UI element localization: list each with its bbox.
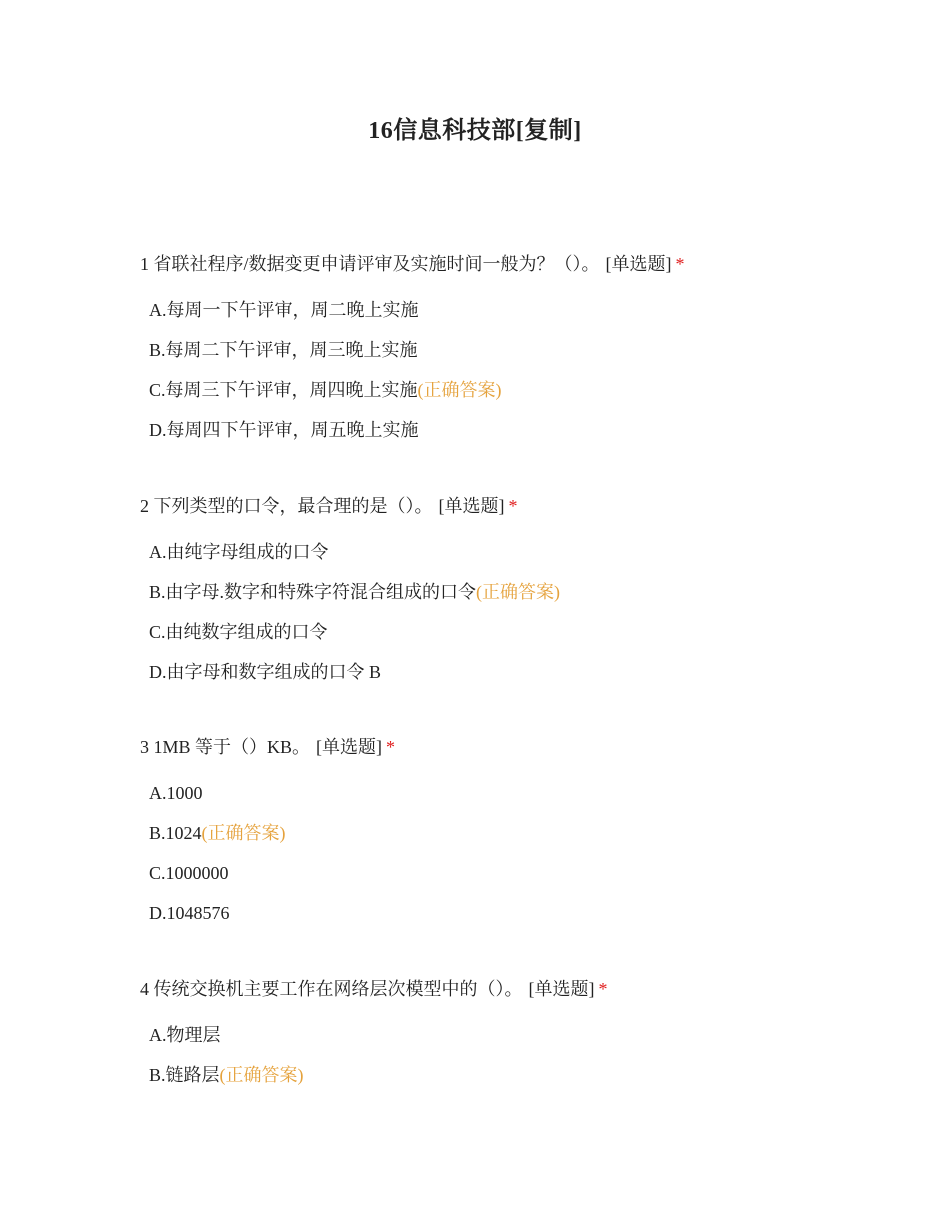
question-text: 1 省联社程序/数据变更申请评审及实施时间一般为？（）。 <box>140 254 600 274</box>
option-text: D.每周四下午评审，周五晚上实施 <box>149 420 419 440</box>
option-list <box>140 540 900 684</box>
option-b <box>149 821 900 845</box>
option-text: B.链路层 <box>149 1065 220 1085</box>
option-text: A.1000 <box>149 783 203 803</box>
question-2 <box>140 494 900 684</box>
correct-answer-tag: (正确答案) <box>219 1065 304 1085</box>
question-stem <box>140 494 900 518</box>
option-a <box>149 540 900 564</box>
question-type-label: [单选题] <box>438 496 505 516</box>
question-text: 4 传统交换机主要工作在网络层次模型中的（）。 <box>140 979 523 999</box>
correct-answer-tag: (正确答案) <box>476 582 561 602</box>
question-text: 2 下列类型的口令，最合理的是（）。 <box>140 496 433 516</box>
option-text: A.由纯字母组成的口令 <box>149 542 329 562</box>
option-list <box>140 298 900 442</box>
option-b <box>149 1063 900 1087</box>
option-c <box>149 378 900 402</box>
correct-answer-tag: (正确答案) <box>201 823 286 843</box>
option-text: B.1024 <box>149 823 202 843</box>
required-mark: * <box>508 496 518 516</box>
question-stem <box>140 735 900 759</box>
option-d <box>149 660 900 684</box>
option-a <box>149 298 900 322</box>
option-d <box>149 418 900 442</box>
option-text: D.1048576 <box>149 903 230 923</box>
question-4 <box>140 977 900 1087</box>
option-d <box>149 901 900 925</box>
required-mark: * <box>675 254 685 274</box>
option-list <box>140 1023 900 1087</box>
required-mark: * <box>598 979 608 999</box>
correct-answer-tag: (正确答案) <box>417 380 502 400</box>
question-stem <box>140 252 900 276</box>
question-type-label: [单选题] <box>316 737 383 757</box>
option-c <box>149 620 900 644</box>
option-text: B.每周二下午评审，周三晚上实施 <box>149 340 418 360</box>
option-b <box>149 580 900 604</box>
option-list <box>140 781 900 925</box>
option-text: A.物理层 <box>149 1025 221 1045</box>
option-text: B.由字母.数字和特殊字符混合组成的口令 <box>149 582 477 602</box>
option-text: C.每周三下午评审，周四晚上实施 <box>149 380 418 400</box>
option-a <box>149 1023 900 1047</box>
question-stem <box>140 977 900 1001</box>
option-b <box>149 338 900 362</box>
option-text: C.1000000 <box>149 863 229 883</box>
page-title: 16信息科技部[复制] <box>368 118 582 144</box>
option-a <box>149 781 900 805</box>
option-text: D.由字母和数字组成的口令 B <box>149 662 382 682</box>
question-3 <box>140 735 900 925</box>
option-text: C.由纯数字组成的口令 <box>149 622 328 642</box>
required-mark: * <box>386 737 396 757</box>
option-c <box>149 861 900 885</box>
question-1 <box>140 252 900 442</box>
question-type-label: [单选题] <box>528 979 595 999</box>
question-type-label: [单选题] <box>605 254 672 274</box>
question-text: 3 1MB 等于（）KB。 <box>140 737 311 757</box>
option-text: A.每周一下午评审，周二晚上实施 <box>149 300 419 320</box>
